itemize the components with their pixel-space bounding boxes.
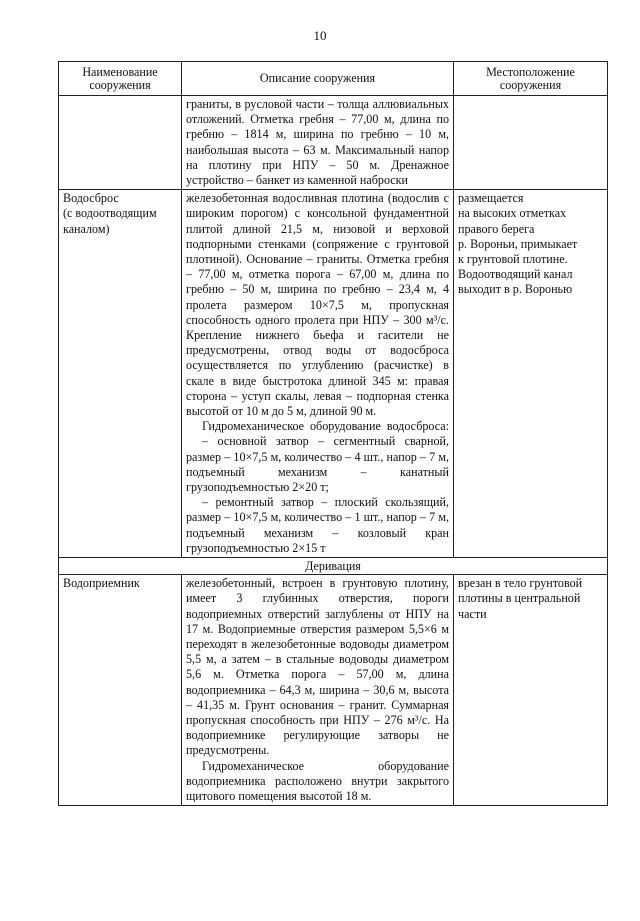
intake-location-line: части xyxy=(458,606,487,621)
spillway-location-line: Водоотводящий канал xyxy=(458,267,573,282)
spillway-main-gate: – основной затвор – сегментный сварной, размер – 10×7,5 м, количество – 4 шт., напор – 7 м, подъемный механизм – канатный грузоподъемностью 2×20 т; xyxy=(186,434,449,495)
table-row-dam-continuation xyxy=(59,96,608,190)
cell-spillway-location xyxy=(454,190,608,558)
intake-equipment-text: Гидромеханическое оборудование водоприемника расположено внутри закрытого щитового помещения высотой 18 м. xyxy=(186,758,449,803)
header-description: Описание сооружения xyxy=(182,62,454,96)
spillway-repair-gate: – ремонтный затвор – плоский скользящий, размер – 10×7,5 м, количество – 1 шт., напор – 7 м, подъемный механизм – козловый кран грузоподъемностью 2×15 т xyxy=(186,495,449,555)
cell-spillway-name xyxy=(59,190,182,558)
cell-location-empty xyxy=(454,96,608,190)
structures-table xyxy=(58,61,608,806)
intake-location-line: врезан в тело грунтовой xyxy=(458,576,583,591)
spillway-location-line: на высоких отметках xyxy=(458,206,567,221)
cell-intake-location xyxy=(454,575,608,806)
spillway-name-line: каналом) xyxy=(63,221,110,236)
header-location: Местоположение сооружения xyxy=(454,62,608,96)
spillway-name-line: (с водоотводящим xyxy=(63,206,157,221)
cell-intake-description xyxy=(182,575,454,806)
spillway-location-line: выходит в р. Воронью xyxy=(458,282,573,297)
table-row-intake xyxy=(59,575,608,806)
cell-dam-description xyxy=(182,96,454,190)
spillway-location-line: к грунтовой плотине. xyxy=(458,252,568,267)
spillway-description-main: железобетонная водосливная плотина (водослив с широким порогом) с консольной фундаментной плитой длиной 21,5 м, низовой и верховой подпорными стенками (сопряжение с грунтовой плотиной). Основание – граниты. Отметка гребня – 77,00 м, отметка порога – 67,00 м, длина по гребню – 50 м, ширина по гребню – 23,4 м, 4 пролета размером 10×7,5 м, пропускная способность одного пролета при НПУ – 300 м³/с. Крепление нижнего бьефа и гасители не предусмотрены, отвод воды от водосброса осуществляется по углублению (расчистке) в скале в виде быстротока длиной 345 м: правая сторона – уступ скалы, левая – подпорная стенка высотой от 10 м до 5 м, длиной 90 м. xyxy=(186,191,449,419)
cell-name-empty xyxy=(59,96,182,190)
table-row-spillway xyxy=(59,190,608,558)
intake-location-line: плотины в центральной xyxy=(458,591,581,606)
header-name: Наименование сооружения xyxy=(59,62,182,96)
spillway-location-line: р. Вороньи, примыкает xyxy=(458,236,578,251)
cell-intake-name: Водоприемник xyxy=(59,575,182,806)
cell-spillway-description xyxy=(182,190,454,558)
spillway-equipment-heading: Гидромеханическое оборудование водосброса: xyxy=(202,419,449,434)
intake-description-main: железобетонный, встроен в грунтовую плотину, имеет 3 глубинных отверстия, пороги водоприемных отверстий заглублены от НПУ на 17 м. Водоприемные отверстия размером 5,5×6 м переходят в железобетонные водоводы диаметром 5,5 м, а затем – в стальные водоводы диаметром 5,6 м. Отметка порога – 57,00 м, длина водоприемника – 64,3 м, ширина – 30,6 м, высота – 41,35 м. Грунт основания – гранит. Суммарная пропускная способность при НПУ – 276 м³/с. На водоприемнике регулирующие затворы не предусмотрены. xyxy=(186,576,449,758)
spillway-location-line: правого берега xyxy=(458,221,535,236)
table-section-row xyxy=(59,558,608,575)
section-title: Деривация xyxy=(59,558,608,575)
page-number: 10 xyxy=(313,28,327,43)
spillway-location-line: размещается xyxy=(458,191,524,206)
dam-description-text: граниты, в русловой части – толща аллювиальных отложений. Отметка гребня – 77,00 м, длина по гребню – 1814 м, ширина по гребню – 10 м, наибольшая высота – 63 м. Максимальный напор на плотину при НПУ – 50 м. Дренажное устройство – банкет из каменной наброски xyxy=(186,97,449,188)
table-header-row xyxy=(59,62,608,96)
spillway-name-line: Водосброс xyxy=(63,191,119,206)
